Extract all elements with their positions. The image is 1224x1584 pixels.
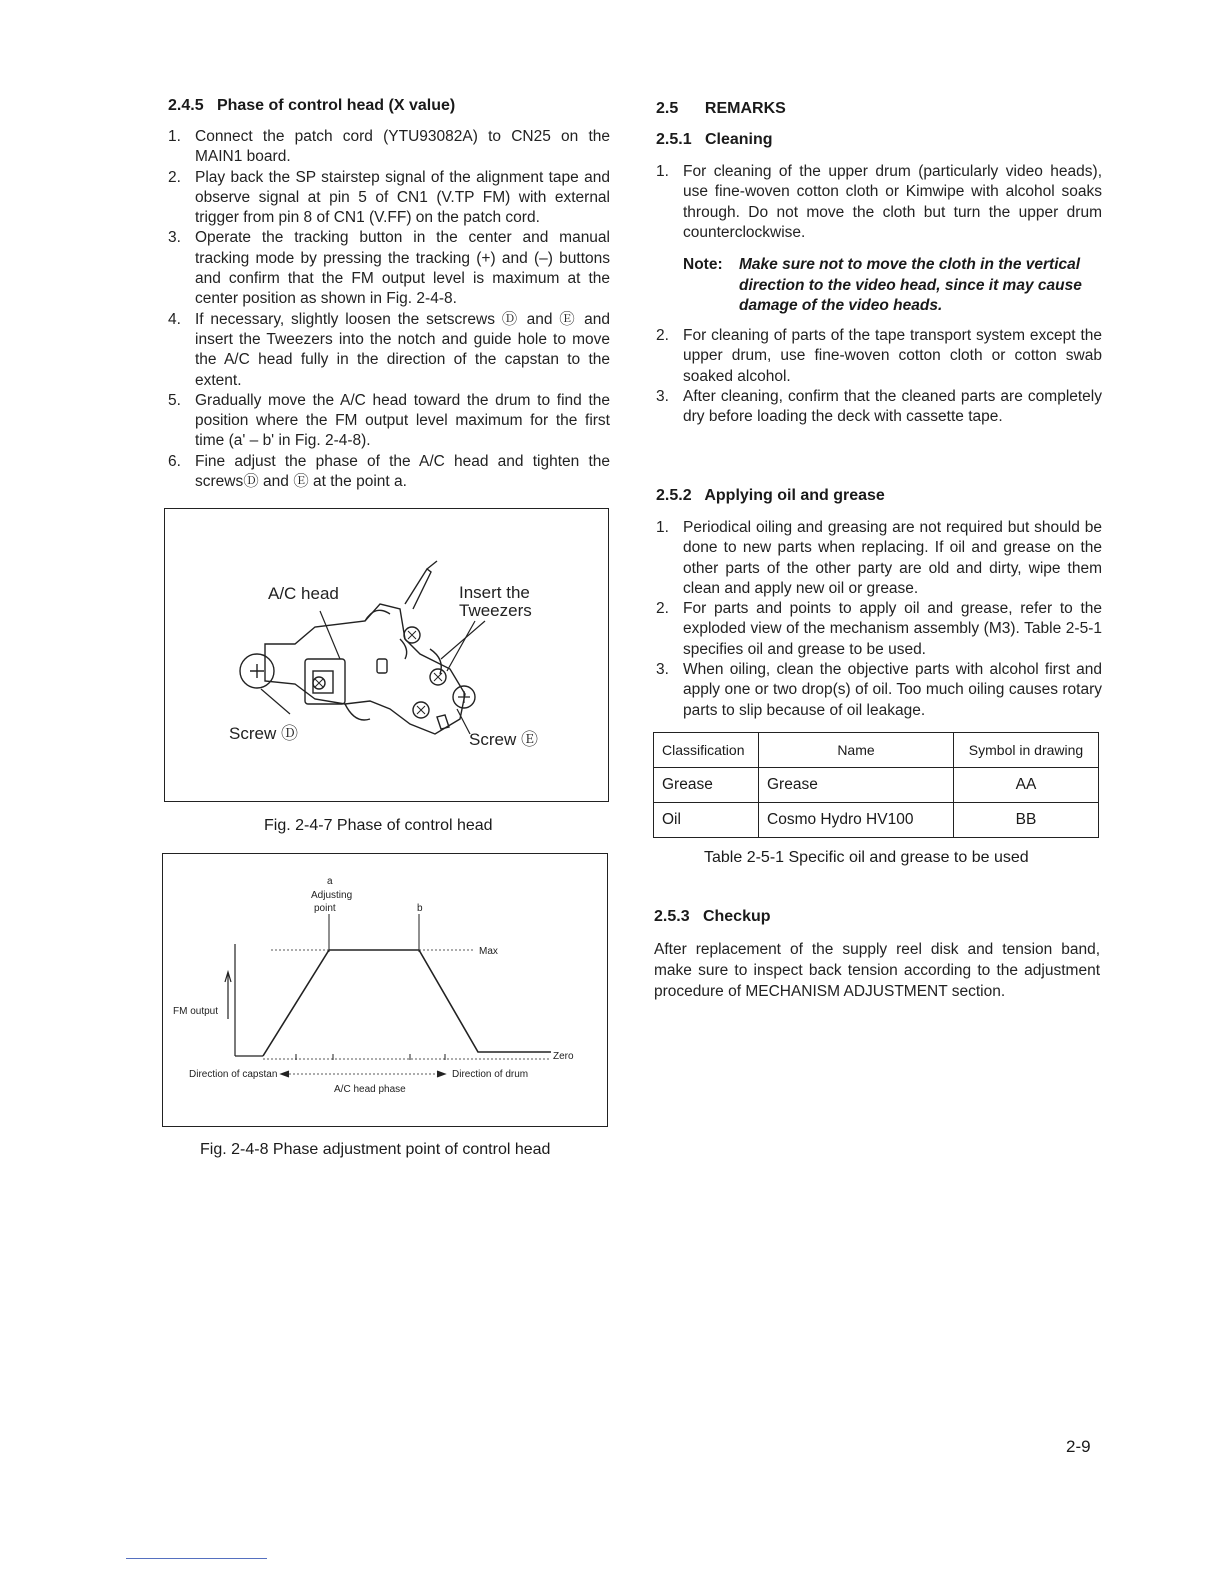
note-text: Make sure not to move the cloth in the vertical direction to the video head, since it may cause damage of the video heads. <box>739 256 1082 314</box>
section-title: Applying oil and grease <box>704 487 885 504</box>
list-item: 3. After cleaning, confirm that the cleaned parts are completely dry before loading the deck with cassette tape. <box>656 387 1102 426</box>
list-item: 6. Fine adjust the phase of the A/C head and tighten the screwsⒹ and Ⓔ at the point a. <box>168 452 610 491</box>
label-adjusting: Adjusting <box>311 890 353 901</box>
label-zero: Zero <box>553 1051 574 1062</box>
list-item: 3. Operate the tracking button in the center and manual tracking mode by pressing the tracking (+) and (–) buttons and confirm that the FM output level is maximum at the center position as shown in Fig. 2-4-8. <box>168 229 610 308</box>
list-item: 2. For cleaning of parts of the tape transport system except the upper drum, use fine-woven cotton cloth or cotton swab soaked alcohol. <box>656 327 1102 385</box>
table-cell: Grease <box>759 768 954 803</box>
fig-2-4-7-caption: Fig. 2-4-7 Phase of control head <box>264 817 493 834</box>
list-item: 2. For parts and points to apply oil and grease, refer to the exploded view of the mechanism assembly (M3). Table 2-5-1 specifies oil and grease to be used. <box>656 600 1102 658</box>
list-item: 1. For cleaning of the upper drum (particularly video heads), use fine-woven cotton cloth or Kimwipe with alcohol soaks through. Do not move the cloth but turn the upper drum counterclockwise. <box>656 163 1102 241</box>
section-title: Phase of control head (X value) <box>216 97 456 114</box>
list-item: 4. If necessary, slightly loosen the setscrews Ⓓ and Ⓔ and insert the Tweezers into the notch and guide hole to move the A/C head fully in the direction of the capstan to the extent. <box>168 310 610 389</box>
label-max: Max <box>479 946 498 957</box>
page-number: 2-9 <box>1066 1437 1091 1456</box>
oil-grease-table <box>653 732 1099 838</box>
section-2-4-5-heading <box>168 97 455 115</box>
cleaning-steps <box>656 162 1102 243</box>
control-head-diagram <box>165 509 608 801</box>
checkup-text: After replacement of the supply reel disk and tension band, make sure to inspect back tension according to the adjustment procedure of MECHANISM ADJUSTMENT section. <box>654 941 1100 1000</box>
label-direction-capstan: Direction of capstan <box>189 1069 278 1080</box>
label-point: point <box>314 903 336 914</box>
label-direction-drum: Direction of drum <box>452 1069 529 1080</box>
footer-rule <box>126 1558 267 1559</box>
control-head-steps <box>168 127 610 492</box>
insert-label: Insert the <box>459 583 530 602</box>
section-2-5-3-heading <box>654 908 771 926</box>
label-a: a <box>327 876 333 887</box>
oil-grease-steps <box>656 518 1102 721</box>
section-number: 2.4.5 <box>168 97 204 114</box>
table-header: Classification <box>654 733 759 768</box>
section-2-5-heading <box>656 100 786 118</box>
list-item: 3. When oiling, clean the objective parts with alcohol first and apply one or two drop(s) of oil. Too much oiling causes rotary parts to slip because of oil leakage. <box>656 661 1102 719</box>
table-cell: AA <box>954 768 1099 803</box>
cleaning-note <box>683 255 1103 317</box>
table-header: Name <box>759 733 954 768</box>
section-number: 2.5.1 <box>656 131 692 148</box>
note-label: Note: <box>683 256 723 273</box>
screw-e-label: Screw Ⓔ <box>469 730 538 749</box>
section-title: REMARKS <box>704 100 786 117</box>
table-2-5-1-caption: Table 2-5-1 Specific oil and grease to be used <box>704 849 1029 866</box>
table-cell: Cosmo Hydro HV100 <box>759 803 954 838</box>
fig-2-4-8-caption: Fig. 2-4-8 Phase adjustment point of control head <box>200 1141 551 1158</box>
table-cell: Grease <box>654 768 759 803</box>
screw-d-label: Screw Ⓓ <box>229 724 298 743</box>
list-item: 1. Connect the patch cord (YTU93082A) to CN25 on the MAIN1 board. <box>168 128 610 166</box>
table-header: Symbol in drawing <box>954 733 1099 768</box>
section-2-5-1-heading <box>656 131 773 149</box>
section-title: Cleaning <box>704 131 773 148</box>
phase-adjustment-chart <box>163 854 607 1126</box>
fig-2-4-7-frame <box>164 508 609 802</box>
table-cell: BB <box>954 803 1099 838</box>
section-number: 2.5 <box>656 100 679 117</box>
list-item: 1. Periodical oiling and greasing are not required but should be done to new parts when replacing. If oil and grease on the other parts of the other party are old and dirty, wipe them clean and apply new oil or grease. <box>656 519 1102 597</box>
table-header-row <box>654 733 1099 768</box>
tweezers-label: Tweezers <box>459 601 532 620</box>
table-cell: Oil <box>654 803 759 838</box>
list-item: 5. Gradually move the A/C head toward the drum to find the position where the FM output level maximum for the first time (a' – b' in Fig. 2-4-8). <box>168 391 610 450</box>
section-title: Checkup <box>702 908 771 925</box>
label-ac-head-phase: A/C head phase <box>334 1084 406 1095</box>
label-fm-output: FM output <box>173 1006 219 1017</box>
table-row <box>654 768 1099 803</box>
section-2-5-2-heading <box>656 487 885 505</box>
ac-head-label: A/C head <box>268 584 339 603</box>
list-item: 2. Play back the SP stairstep signal of the alignment tape and observe signal at pin 5 of CN1 (V.TP FM) with external trigger from pin 8 of CN1 (V.FF) on the patch cord. <box>168 168 610 227</box>
section-number: 2.5.3 <box>654 908 690 925</box>
table-row <box>654 803 1099 838</box>
section-number: 2.5.2 <box>656 487 692 504</box>
cleaning-steps-continued <box>656 326 1102 427</box>
label-b: b <box>417 903 423 914</box>
fig-2-4-8-frame <box>162 853 608 1127</box>
